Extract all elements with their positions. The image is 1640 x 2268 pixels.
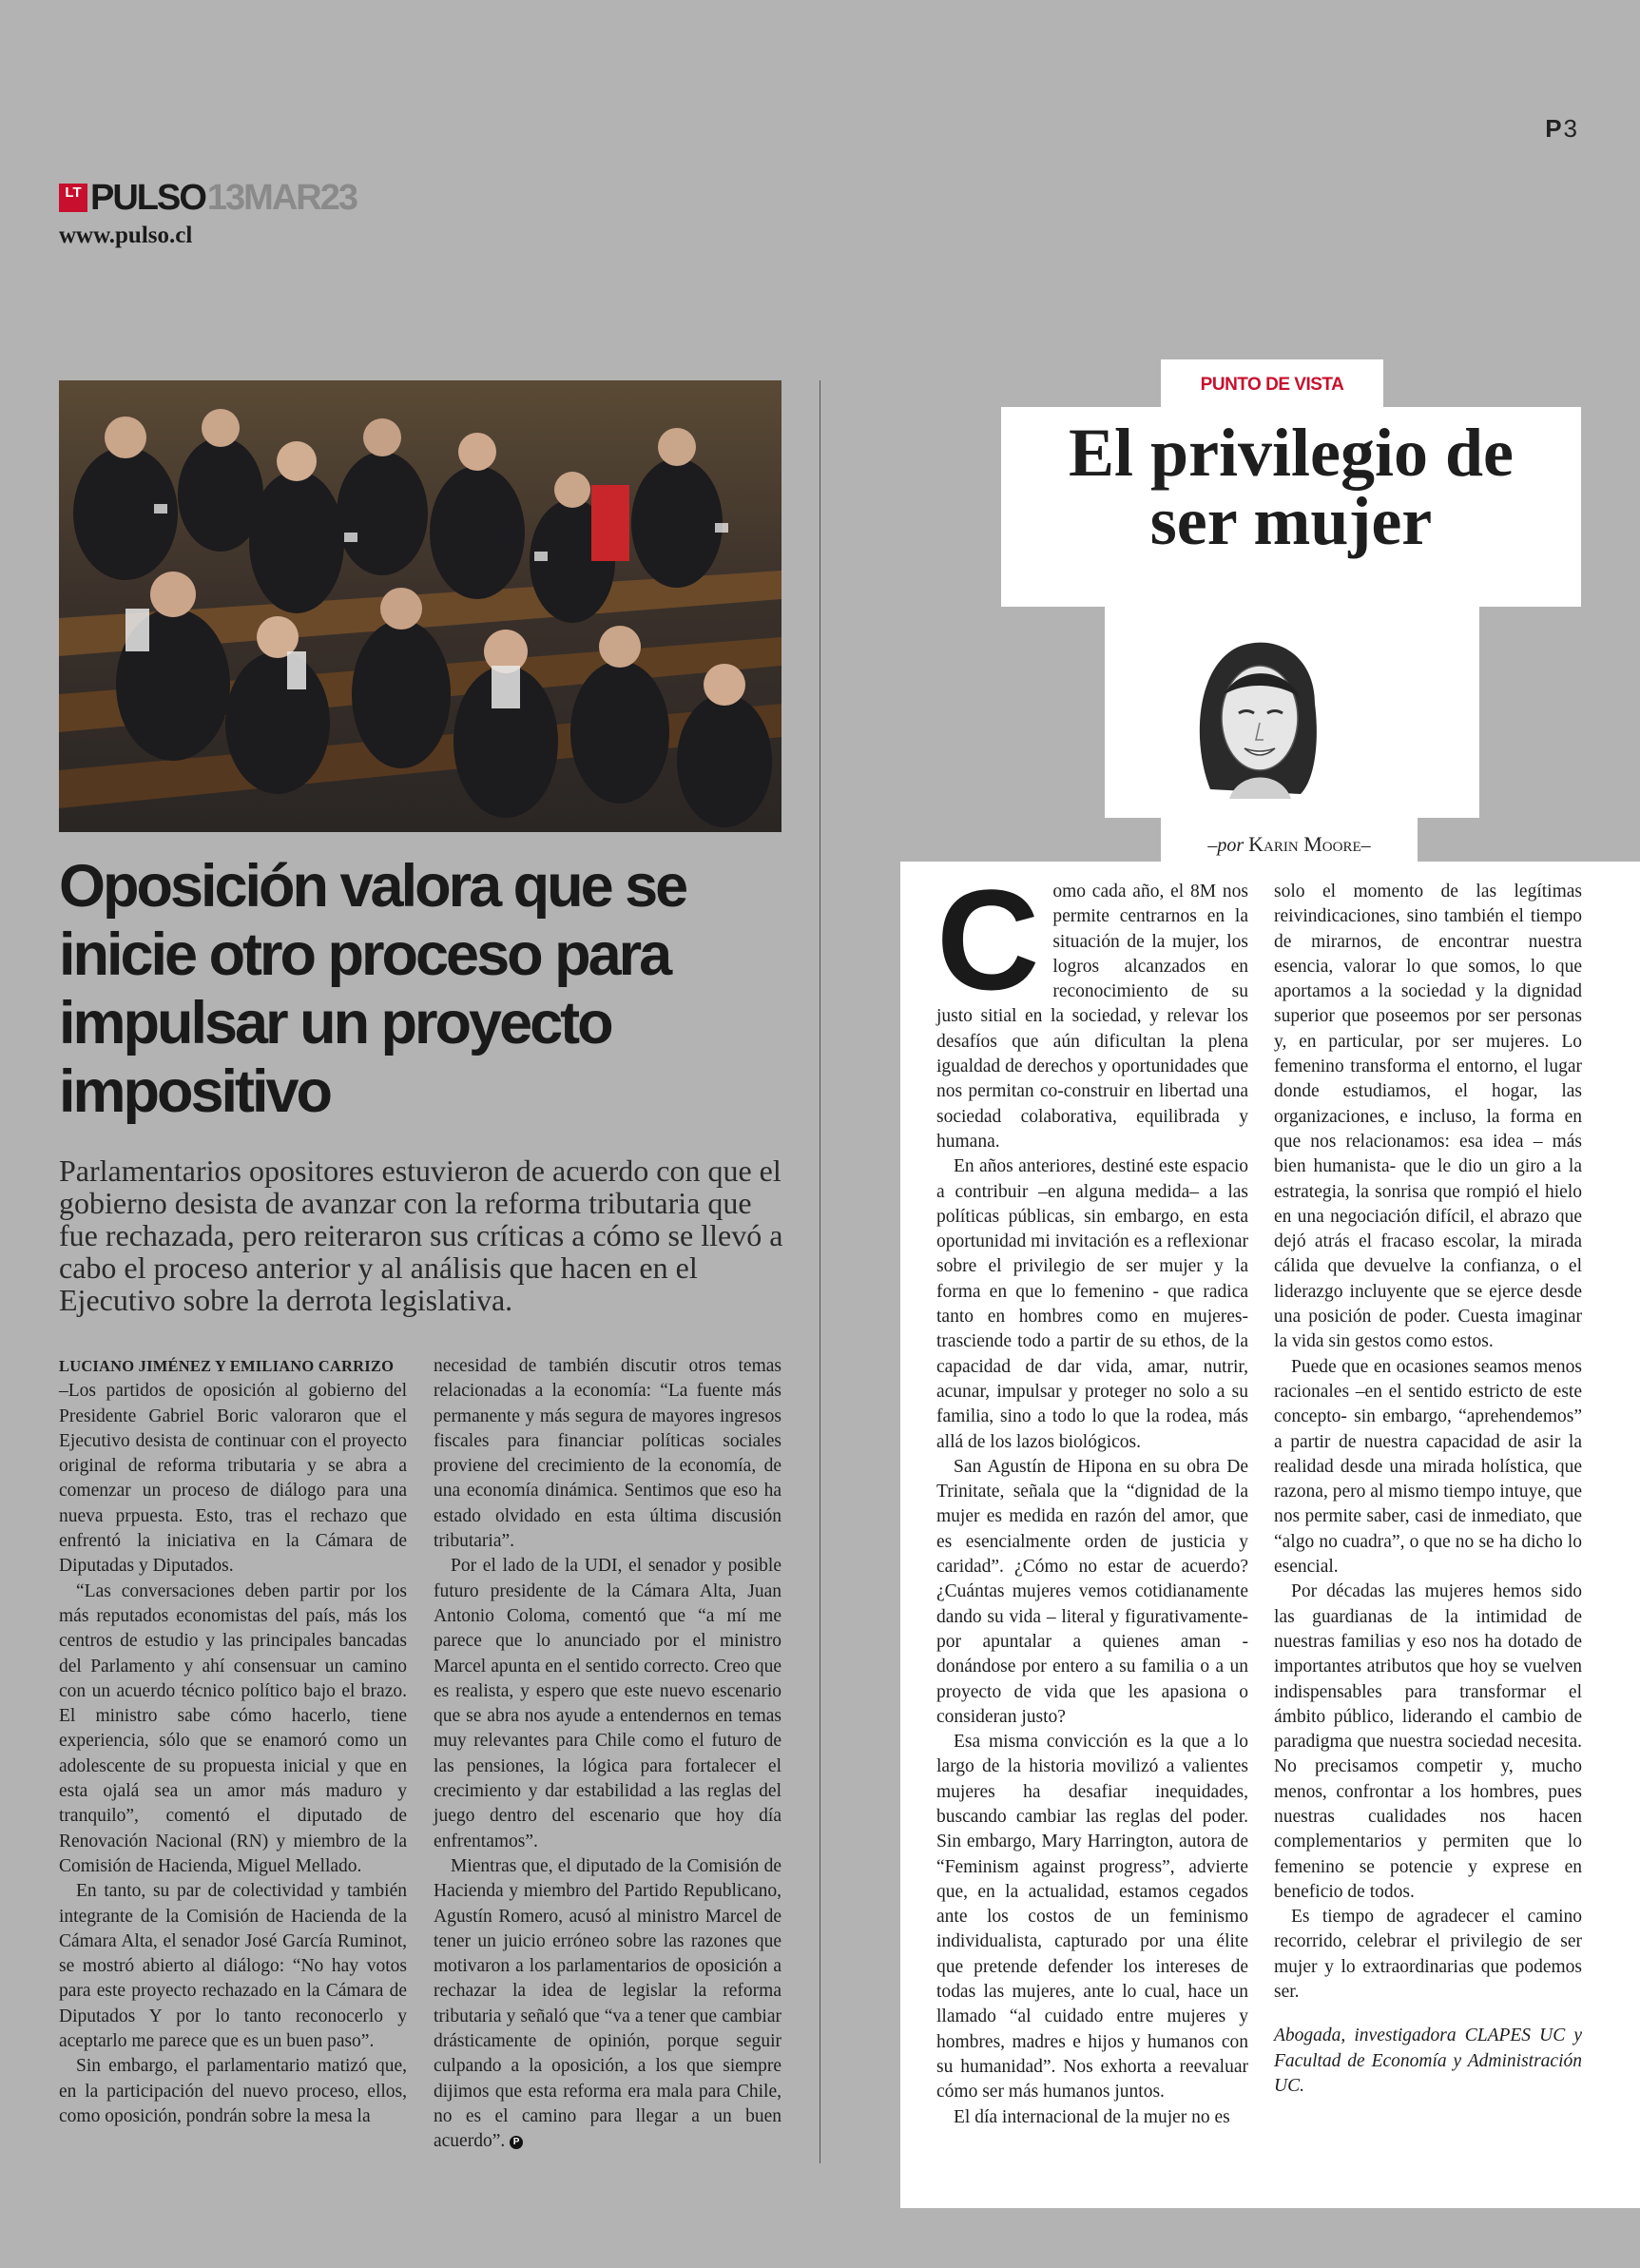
section-kicker: PUNTO DE VISTA (1200, 375, 1344, 395)
article-paragraph: “Las conversaciones deben partir por los más reputados economistas del país, más los centros de estudio y las principales bancadas del Parlamento y ahí consensuar un camino con un acuerdo técnico político bajo el brazo. El ministro sabe cómo hacerlo, tiene experiencia, sólo que se enamoró como un adolescente de su propuesta inicial y que en esta ojalá sea un amor más maduro y tranquilo”, comentó el diputado de Renovación Nacional (RN) y miembro de la Comisión de Hacienda, Miguel Mellado. (59, 1580, 407, 1876)
opinion-paragraph: Es tiempo de agradecer el camino recorrido, celebrar el privilegio de ser mujer y lo extraordinarias que podemos ser. (1274, 1907, 1582, 2003)
article-paragraph: Por el lado de la UDI, el senador y posible futuro presidente de la Cámara Alta, Juan Antonio Coloma, comentó que “a mí me parece que lo anunciado por el ministro Marcel apunta en el sentido correcto. Creo que es realista, y espero que este nuevo escenario que se abra nos ayude a entendernos en temas muy relevantes para Chile como el futuro de las pensiones, la lógica para fortalecer el crecimiento y dar estabilidad a las reglas del juego dentro del escenario que hoy día enfrentamos”. (434, 1556, 781, 1851)
parliament-photo (59, 380, 781, 832)
page-number: P3 (1545, 114, 1577, 143)
opinion-paragraph: Puede que en ocasiones seamos menos racionales –en el sentido estricto de este concepto- sin embargo, “aprehendemos” a partir de nuestra capacidad de asir la realidad desde una mirada holística, que razona, pero al mismo tiempo intuye, que nos permite saber, casi de inmediato, que “algo no cuadra”, o que no se ha dicho lo esencial. (1274, 1356, 1582, 1578)
article-byline: LUCIANO JIMÉNEZ Y EMILIANO CARRIZO (59, 1357, 395, 1375)
author-portrait (1172, 628, 1343, 808)
opinion-paragraph: Por décadas las mujeres hemos sido las guardianas de la intimidad de nuestras familias y eso nos ha dotado de importantes atributos que hoy se vuelven indispensables para transformar el ámbito público, liderando el cambio de paradigma que nuestra sociedad necesita. No precisamos competir y, mucho menos, confrontar a los hombres, pues nuestras cualidades nos hacen complementarios y permiten que lo femenino se potencie y exprese en beneficio de todos. (1274, 1581, 1582, 1902)
article-column-2 (434, 1354, 781, 2155)
article-column-1 (59, 1354, 407, 2129)
opinion-paragraph: El día internacional de la mujer no es (954, 2106, 1230, 2127)
author-footnote: Abogada, investigadora CLAPES UC y Facultad de Economía y Administración UC. (1274, 2026, 1582, 2096)
article-headline: Oposición valora que se inicie otro proceso para impulsar un proyecto impositivo (59, 853, 686, 1125)
brand-name: PULSO (90, 178, 205, 218)
article-paragraph: Sin embargo, el parlamentario matizó que, en la participación del nuevo proceso, ellos, como oposición, pondrán sobre la mesa la (59, 2056, 407, 2126)
site-url[interactable]: www.pulso.cl (59, 223, 193, 248)
opinion-paragraph: Como cada año, el 8M nos permite centrarnos en la situación de la mujer, los logros alcanzados en reconocimiento de su justo sitial en la sociedad, y relevar los desafíos que aún dificultan la plena igualdad de derechos y oportunidades que nos permitan co-construir en libertad una sociedad colaborativa, equilibrada y humana. (936, 860, 1248, 1152)
lt-logo-icon: LT (59, 184, 87, 212)
end-mark-icon: P (510, 2136, 523, 2149)
masthead (59, 178, 357, 218)
opinion-paragraph: En años anteriores, destiné este espacio a contribuir –en alguna medida– a las políticas públicas, sin embargo, en esta oportunidad mi invitación es a reflexionar sobre el privilegio de ser mujer y la forma en que lo femenino - que radica tanto en hombres como en mujeres- trasciende todo a partir de su ethos, de la capacidad de dar vida, amar, nutrir, acunar, impulsar y proteger no solo a su familia, sino a todo lo que la rodea, más allá de los lazos biológicos. (936, 1156, 1248, 1452)
article-paragraph: –Los partidos de oposición al gobierno del Presidente Gabriel Boric valoraron que el Ejecutivo desista de continuar con el proyecto original de reforma tributaria y se abra a comenzar un proceso de diálogo para una nueva prpuesta. Esto, tras el rechazo que enfrentó la iniciativa en la Cámara de Diputadas y Diputados. (59, 1381, 407, 1577)
drop-cap: C (936, 860, 1040, 1019)
article-paragraph: Mientras que, el diputado de la Comisión de Hacienda y miembro del Partido Republicano, Agustín Romero, acusó al ministro Marcel de tener un juicio erróneo sobre las razones que motivaron a los parlamentarios de oposición a rechazar la idea de legislar la reforma tributaria y señaló que “va a tener que cambiar drásticamente de opinión, porque seguir culpando a la oposición, a los que siempre dijimos que esta reforma era mala para Chile, no es el camino para llegar a un buen acuerdo”. P (434, 1855, 781, 2152)
opinion-column-2 (1274, 880, 1582, 2099)
article-paragraph: necesidad de también discutir otros temas relacionadas a la economía: “La fuente más permanente y más segura de mayores ingresos fiscales para financiar políticas sociales proviene del crecimiento de la economía, de una economía dinámica. Sentimos que eso ha estado olvidado en esta última discusión tributaria”. (434, 1356, 781, 1552)
opinion-paragraph: San Agustín de Hipona en su obra De Trinitate, señala que la “dignidad de la mujer es medida en razón del amor, que es esencialmente orden de justicia y caridad”. ¿Cómo no estar de acuerdo? ¿Cuántas mujeres vemos cotidianamente dando su vida – literal y figurativamente- por apuntalar a quienes aman - donándose por entero a su familia o a un proyecto de vida que les apasiona o consideran justo? (936, 1456, 1248, 1727)
article-lede: Parlamentarios opositores estuvieron de acuerdo con que el gobierno desista de avanzar con la reforma tributaria que fue rechazada, pero reiteraron sus críticas a cómo se llevó a cabo el proceso anterior y al análisis que hacen en el Ejecutivo sobre la derrota legislativa. (59, 1153, 783, 1317)
article-paragraph: En tanto, su par de colectividad y también integrante de la Comisión de Hacienda de la Cámara Alta, el senador José García Ruminot, se mostró abierto al diálogo: “No hay votos para este proyecto rechazado en la Cámara de Diputados Y por lo tanto reconocerlo y aceptarlo me parece que es un buen paso”. (59, 1881, 407, 2052)
opinion-title: El privilegio de ser mujer (1069, 415, 1514, 559)
opinion-column-1 (936, 860, 1248, 2130)
issue-date: 13MAR23 (206, 178, 357, 218)
opinion-paragraph: Esa misma convicción es la que a lo largo de la historia movilizó a valientes mujeres ha desafiar inequidades, buscando cambiar las reglas del poder. Sin embargo, Mary Harrington, autora de “Feminism against progress”, advierte que, en la actualidad, estamos cegados ante los costos de un feminismo individualista, capturado por una élite que pretende defender los intereses de todas las mujeres, ante lo cual, hace un llamado “al cuidado entre mujeres y hombres, madres e hijos y humanos con su humanidad”. Nos exhorta a reevaluar cómo ser más humanos juntos. (936, 1732, 1248, 2103)
opinion-paragraph: solo el momento de las legítimas reivindicaciones, sino también el tiempo de mirarnos, de encontrar nuestra esencia, valorar lo que somos, lo que aportamos a la sociedad y la dignidad superior que poseemos por ser personas y, en particular, por ser mujeres. Lo femenino transforma el entorno, el lugar donde estudiamos, el hogar, las organizaciones, e incluso, la forma en que nos relacionamos: esa idea – más bien humanista- que le dio un giro a la estrategia, la sonrisa que rompió el hielo en una negociación difícil, el abrazo que dejó atrás el fracaso escolar, la mirada cálida que devuelve la confianza, o el liderazgo incluyente que se ejerce desde una posición de poder. Cuesta imaginar la vida sin gestos como estos. (1274, 882, 1582, 1352)
author-byline: –por Karin Moore– (1207, 832, 1371, 856)
